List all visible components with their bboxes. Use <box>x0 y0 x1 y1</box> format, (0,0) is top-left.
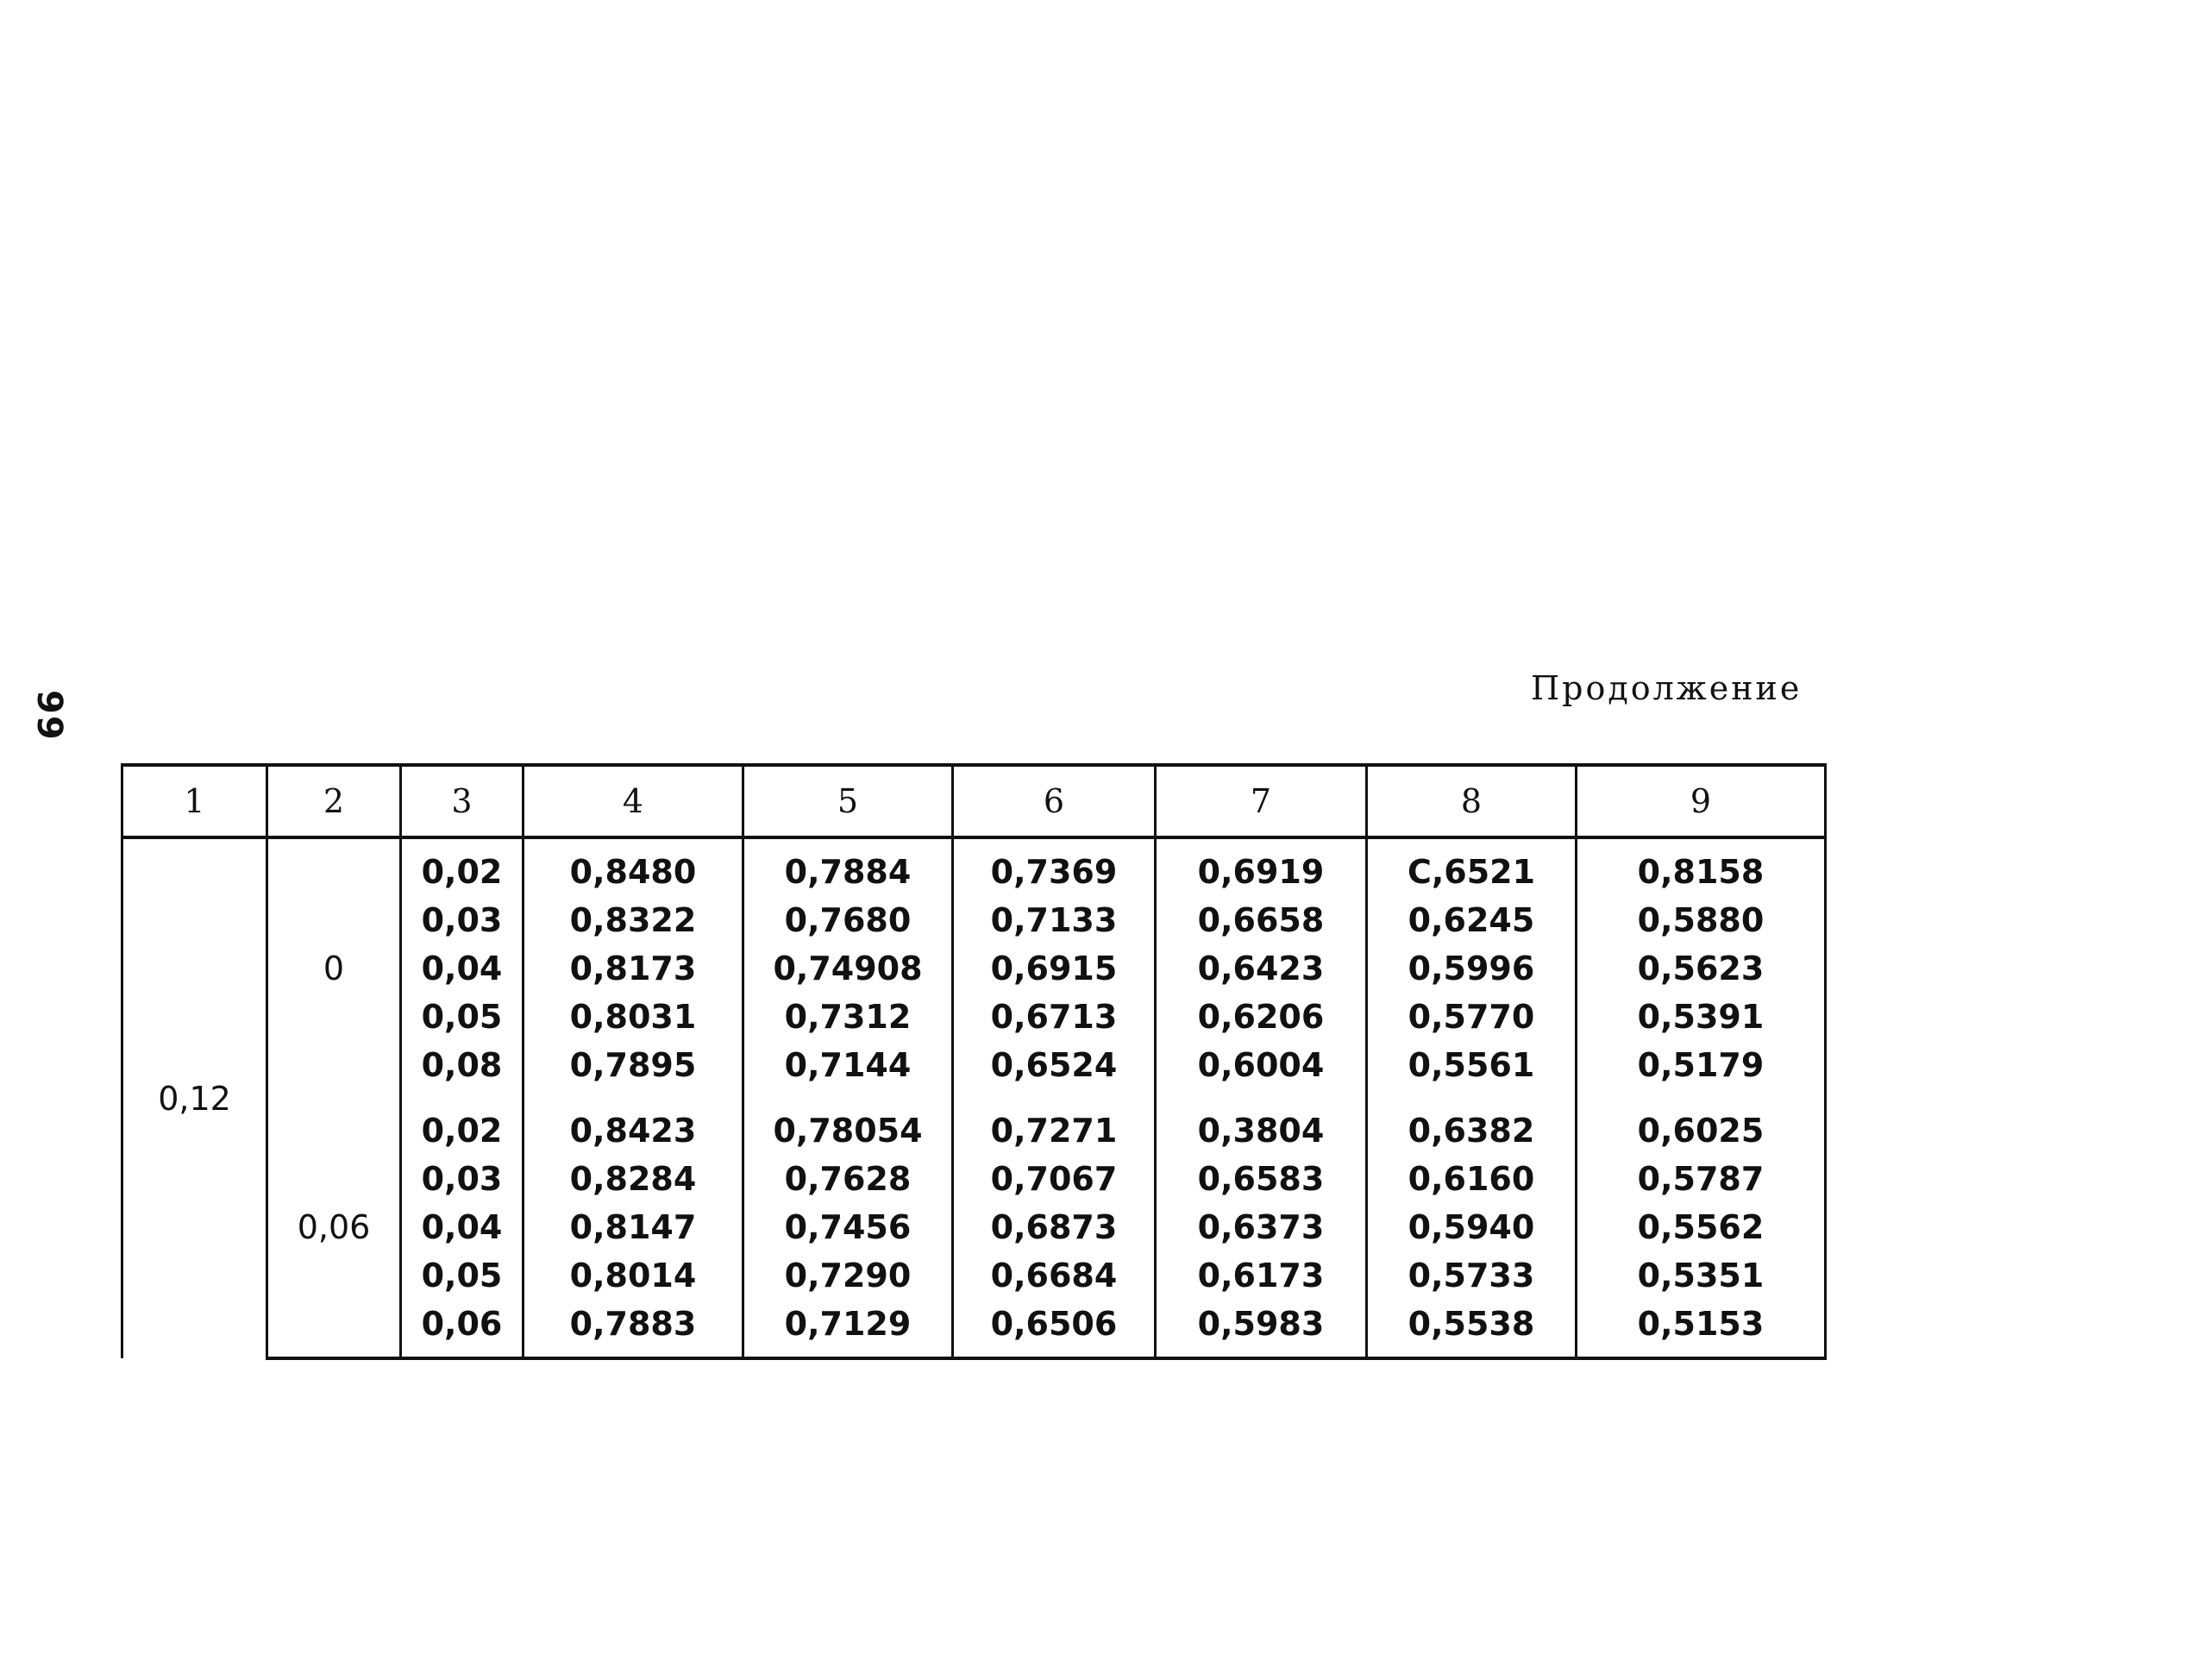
table-cell: 0,6919 <box>1197 853 1325 891</box>
group-0-col4 <box>524 837 743 1098</box>
table-cell: 0,7456 <box>784 1208 912 1246</box>
table-cell: 0,04 <box>421 950 503 987</box>
table-cell: 0,02 <box>421 1112 503 1150</box>
table-cell: 0,6173 <box>1197 1257 1325 1294</box>
table-cell: 0,7628 <box>784 1160 912 1198</box>
table-cell: 0,6025 <box>1637 1112 1765 1150</box>
group-1-col2: 0,06 <box>267 1098 401 1358</box>
header-col-9: 9 <box>1577 765 1826 837</box>
table-cell: 0,8284 <box>569 1160 697 1198</box>
table-cell: 0,5179 <box>1637 1046 1765 1084</box>
table-cell: 0,8322 <box>569 901 697 939</box>
table-cell: 0,5733 <box>1408 1257 1535 1294</box>
table-cell: 0,74908 <box>773 950 923 987</box>
header-col-5: 5 <box>743 765 953 837</box>
group-1-col9 <box>1577 1098 1826 1358</box>
header-col-1: 1 <box>122 765 267 837</box>
table-cell: 0,03 <box>421 901 503 939</box>
table-cell: 0,8147 <box>569 1208 697 1246</box>
continuation-label: Продолжение <box>1531 669 1803 707</box>
table-cell: 0,7271 <box>990 1112 1118 1150</box>
group-1-col8 <box>1367 1098 1577 1358</box>
group-0-col2: 0 <box>267 837 401 1098</box>
table-cell: 0,5880 <box>1637 901 1765 939</box>
table-cell: 0,6382 <box>1408 1112 1535 1150</box>
table-cell: 0,5940 <box>1408 1208 1535 1246</box>
table-cell: 0,5538 <box>1408 1305 1535 1343</box>
group-1-col7 <box>1156 1098 1367 1358</box>
table-cell: 0,5561 <box>1408 1046 1535 1084</box>
header-col-8: 8 <box>1367 765 1577 837</box>
table-cell: 0,5996 <box>1408 950 1535 987</box>
table-cell: 0,5770 <box>1408 998 1535 1036</box>
group-1-col3 <box>401 1098 524 1358</box>
table-cell: 0,3804 <box>1197 1112 1325 1150</box>
table-cell: 0,6873 <box>990 1208 1118 1246</box>
table-cell: 0,5623 <box>1637 950 1765 987</box>
table-cell: 0,6915 <box>990 950 1118 987</box>
table-cell: 0,8173 <box>569 950 697 987</box>
data-table <box>121 763 1827 1360</box>
table-cell: 0,6506 <box>990 1305 1118 1343</box>
table-cell: 0,6160 <box>1408 1160 1535 1198</box>
table-cell: 0,7883 <box>569 1305 697 1343</box>
table-cell: 0,7067 <box>990 1160 1118 1198</box>
group-row-1 <box>122 1098 1826 1358</box>
table-cell: 0,7895 <box>569 1046 697 1084</box>
table-cell: 0,5787 <box>1637 1160 1765 1198</box>
page-number: 99 <box>29 690 69 742</box>
table-cell: 0,6423 <box>1197 950 1325 987</box>
table-cell: 0,05 <box>421 1257 503 1294</box>
table-cell: 0,02 <box>421 853 503 891</box>
table-cell: 0,5983 <box>1197 1305 1325 1343</box>
table-cell: 0,6713 <box>990 998 1118 1036</box>
table-cell: 0,6583 <box>1197 1160 1325 1198</box>
group-0-col5 <box>743 837 953 1098</box>
group-0-col6 <box>953 837 1156 1098</box>
header-col-4: 4 <box>524 765 743 837</box>
table-cell: 0,7290 <box>784 1257 912 1294</box>
table-cell: 0,8158 <box>1637 853 1765 891</box>
table-cell: 0,8014 <box>569 1257 697 1294</box>
table-cell: 0,04 <box>421 1208 503 1246</box>
table-cell: 0,5351 <box>1637 1257 1765 1294</box>
table-cell: 0,7312 <box>784 998 912 1036</box>
group-1-col5 <box>743 1098 953 1358</box>
table-cell: 0,08 <box>421 1046 503 1084</box>
table-cell: 0,7129 <box>784 1305 912 1343</box>
group-0-col8 <box>1367 837 1577 1098</box>
table-cell: 0,05 <box>421 998 503 1036</box>
table-body <box>122 837 1826 1358</box>
header-col-7: 7 <box>1156 765 1367 837</box>
table-cell: 0,8480 <box>569 853 697 891</box>
table-cell: 0,6245 <box>1408 901 1535 939</box>
header-col-3: 3 <box>401 765 524 837</box>
table-cell: 0,7133 <box>990 901 1118 939</box>
group-1-col6 <box>953 1098 1156 1358</box>
table-cell: 0,6524 <box>990 1046 1118 1084</box>
table-cell: С,6521 <box>1407 853 1536 891</box>
group-1-col4 <box>524 1098 743 1358</box>
table-cell: 0,5153 <box>1637 1305 1765 1343</box>
table-cell: 0,8031 <box>569 998 697 1036</box>
table-cell: 0,5391 <box>1637 998 1765 1036</box>
table-cell: 0,8423 <box>569 1112 697 1150</box>
table-cell: 0,7144 <box>784 1046 912 1084</box>
table-cell: 0,6658 <box>1197 901 1325 939</box>
header-col-2: 2 <box>267 765 401 837</box>
table-cell: 0,78054 <box>773 1112 923 1150</box>
table-cell: 0,6206 <box>1197 998 1325 1036</box>
table-cell: 0,6004 <box>1197 1046 1325 1084</box>
table-cell: 0,5562 <box>1637 1208 1765 1246</box>
group-row-0 <box>122 837 1826 1098</box>
table-cell: 0,7369 <box>990 853 1118 891</box>
header-row <box>122 765 1826 837</box>
table-cell: 0,7680 <box>784 901 912 939</box>
table-cell: 0,03 <box>421 1160 503 1198</box>
table-cell: 0,7884 <box>784 853 912 891</box>
header-col-6: 6 <box>953 765 1156 837</box>
table-cell: 0,6684 <box>990 1257 1118 1294</box>
group-0-col3 <box>401 837 524 1098</box>
group-0-col7 <box>1156 837 1367 1098</box>
table-cell: 0,06 <box>421 1305 503 1343</box>
col1-value: 0,12 <box>122 837 267 1358</box>
table-cell: 0,6373 <box>1197 1208 1325 1246</box>
group-0-col9 <box>1577 837 1826 1098</box>
